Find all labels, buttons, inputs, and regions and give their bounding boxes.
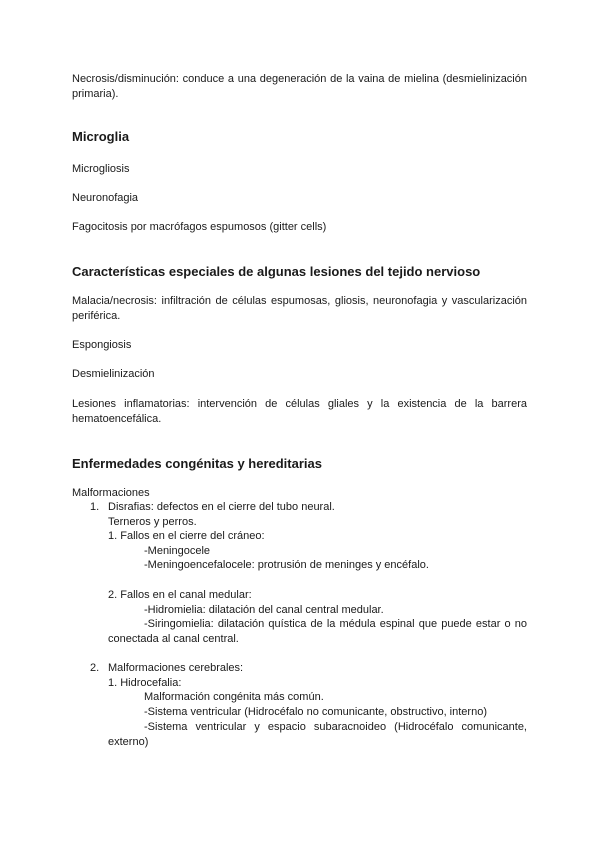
malacia-line-2: periférica. <box>72 310 121 322</box>
sub-list-label: 2. Fallos en el canal medular: <box>108 589 252 601</box>
sub-list-label: 1. Hidrocefalia: <box>108 677 182 689</box>
microglia-item: Fagocitosis por macrófagos espumosos (gitter cells) <box>72 221 327 233</box>
sub-list-line: -Hidromielia: dilatación del canal central medular. <box>144 604 384 616</box>
sub-list-line: -Sistema ventricular (Hidrocéfalo no comunicante, obstructivo, interno) <box>144 706 487 718</box>
heading-microglia: Microglia <box>72 129 130 144</box>
espongiosis: Espongiosis <box>72 339 132 351</box>
disrafias-note: Terneros y perros. <box>108 516 197 528</box>
intro-line-1: Necrosis/disminución: conduce a una degeneración de la vaina de mielina (desmielinización <box>72 73 527 85</box>
microglia-item: Neuronofagia <box>72 192 139 204</box>
sub-list-line: -Siringomielia: dilatación quística de la médula espinal que puede estar o no <box>144 618 527 630</box>
inflamatorias-line-2: hematoencefálica. <box>72 413 162 425</box>
heading-lesiones: Características especiales de algunas lesiones del tejido nervioso <box>72 264 481 279</box>
sub-list-line: -Sistema ventricular y espacio subaracnoideo (Hidrocéfalo comunicante, <box>144 721 527 733</box>
sub-list-line: -Meningocele <box>144 545 211 557</box>
list-number: 1. <box>90 501 100 513</box>
sub-list-line: conectada al canal central. <box>108 633 239 645</box>
sub-list-line: Malformación congénita más común. <box>144 691 324 703</box>
heading-enfermedades: Enfermedades congénitas y hereditarias <box>72 456 322 471</box>
malformaciones-label: Malformaciones <box>72 487 150 499</box>
list-number: 2. <box>90 662 100 674</box>
sub-list-line: externo) <box>108 736 149 748</box>
microglia-item: Microgliosis <box>72 163 130 175</box>
disrafias-text: Disrafias: defectos en el cierre del tubo neural. <box>108 501 335 513</box>
malacia-line-1: Malacia/necrosis: infiltración de células espumosas, gliosis, neuronofagia y vascularización <box>72 295 527 307</box>
sub-list-line: -Meningoencefalocele: protrusión de meninges y encéfalo. <box>144 559 429 571</box>
intro-line-2: primaria). <box>72 88 119 100</box>
desmielinizacion: Desmielinización <box>72 368 155 380</box>
malformaciones-cerebrales-text: Malformaciones cerebrales: <box>108 662 244 674</box>
inflamatorias-line-1: Lesiones inflamatorias: intervención de células gliales y la existencia de la barrera <box>72 398 527 410</box>
sub-list-label: 1. Fallos en el cierre del cráneo: <box>108 530 265 542</box>
